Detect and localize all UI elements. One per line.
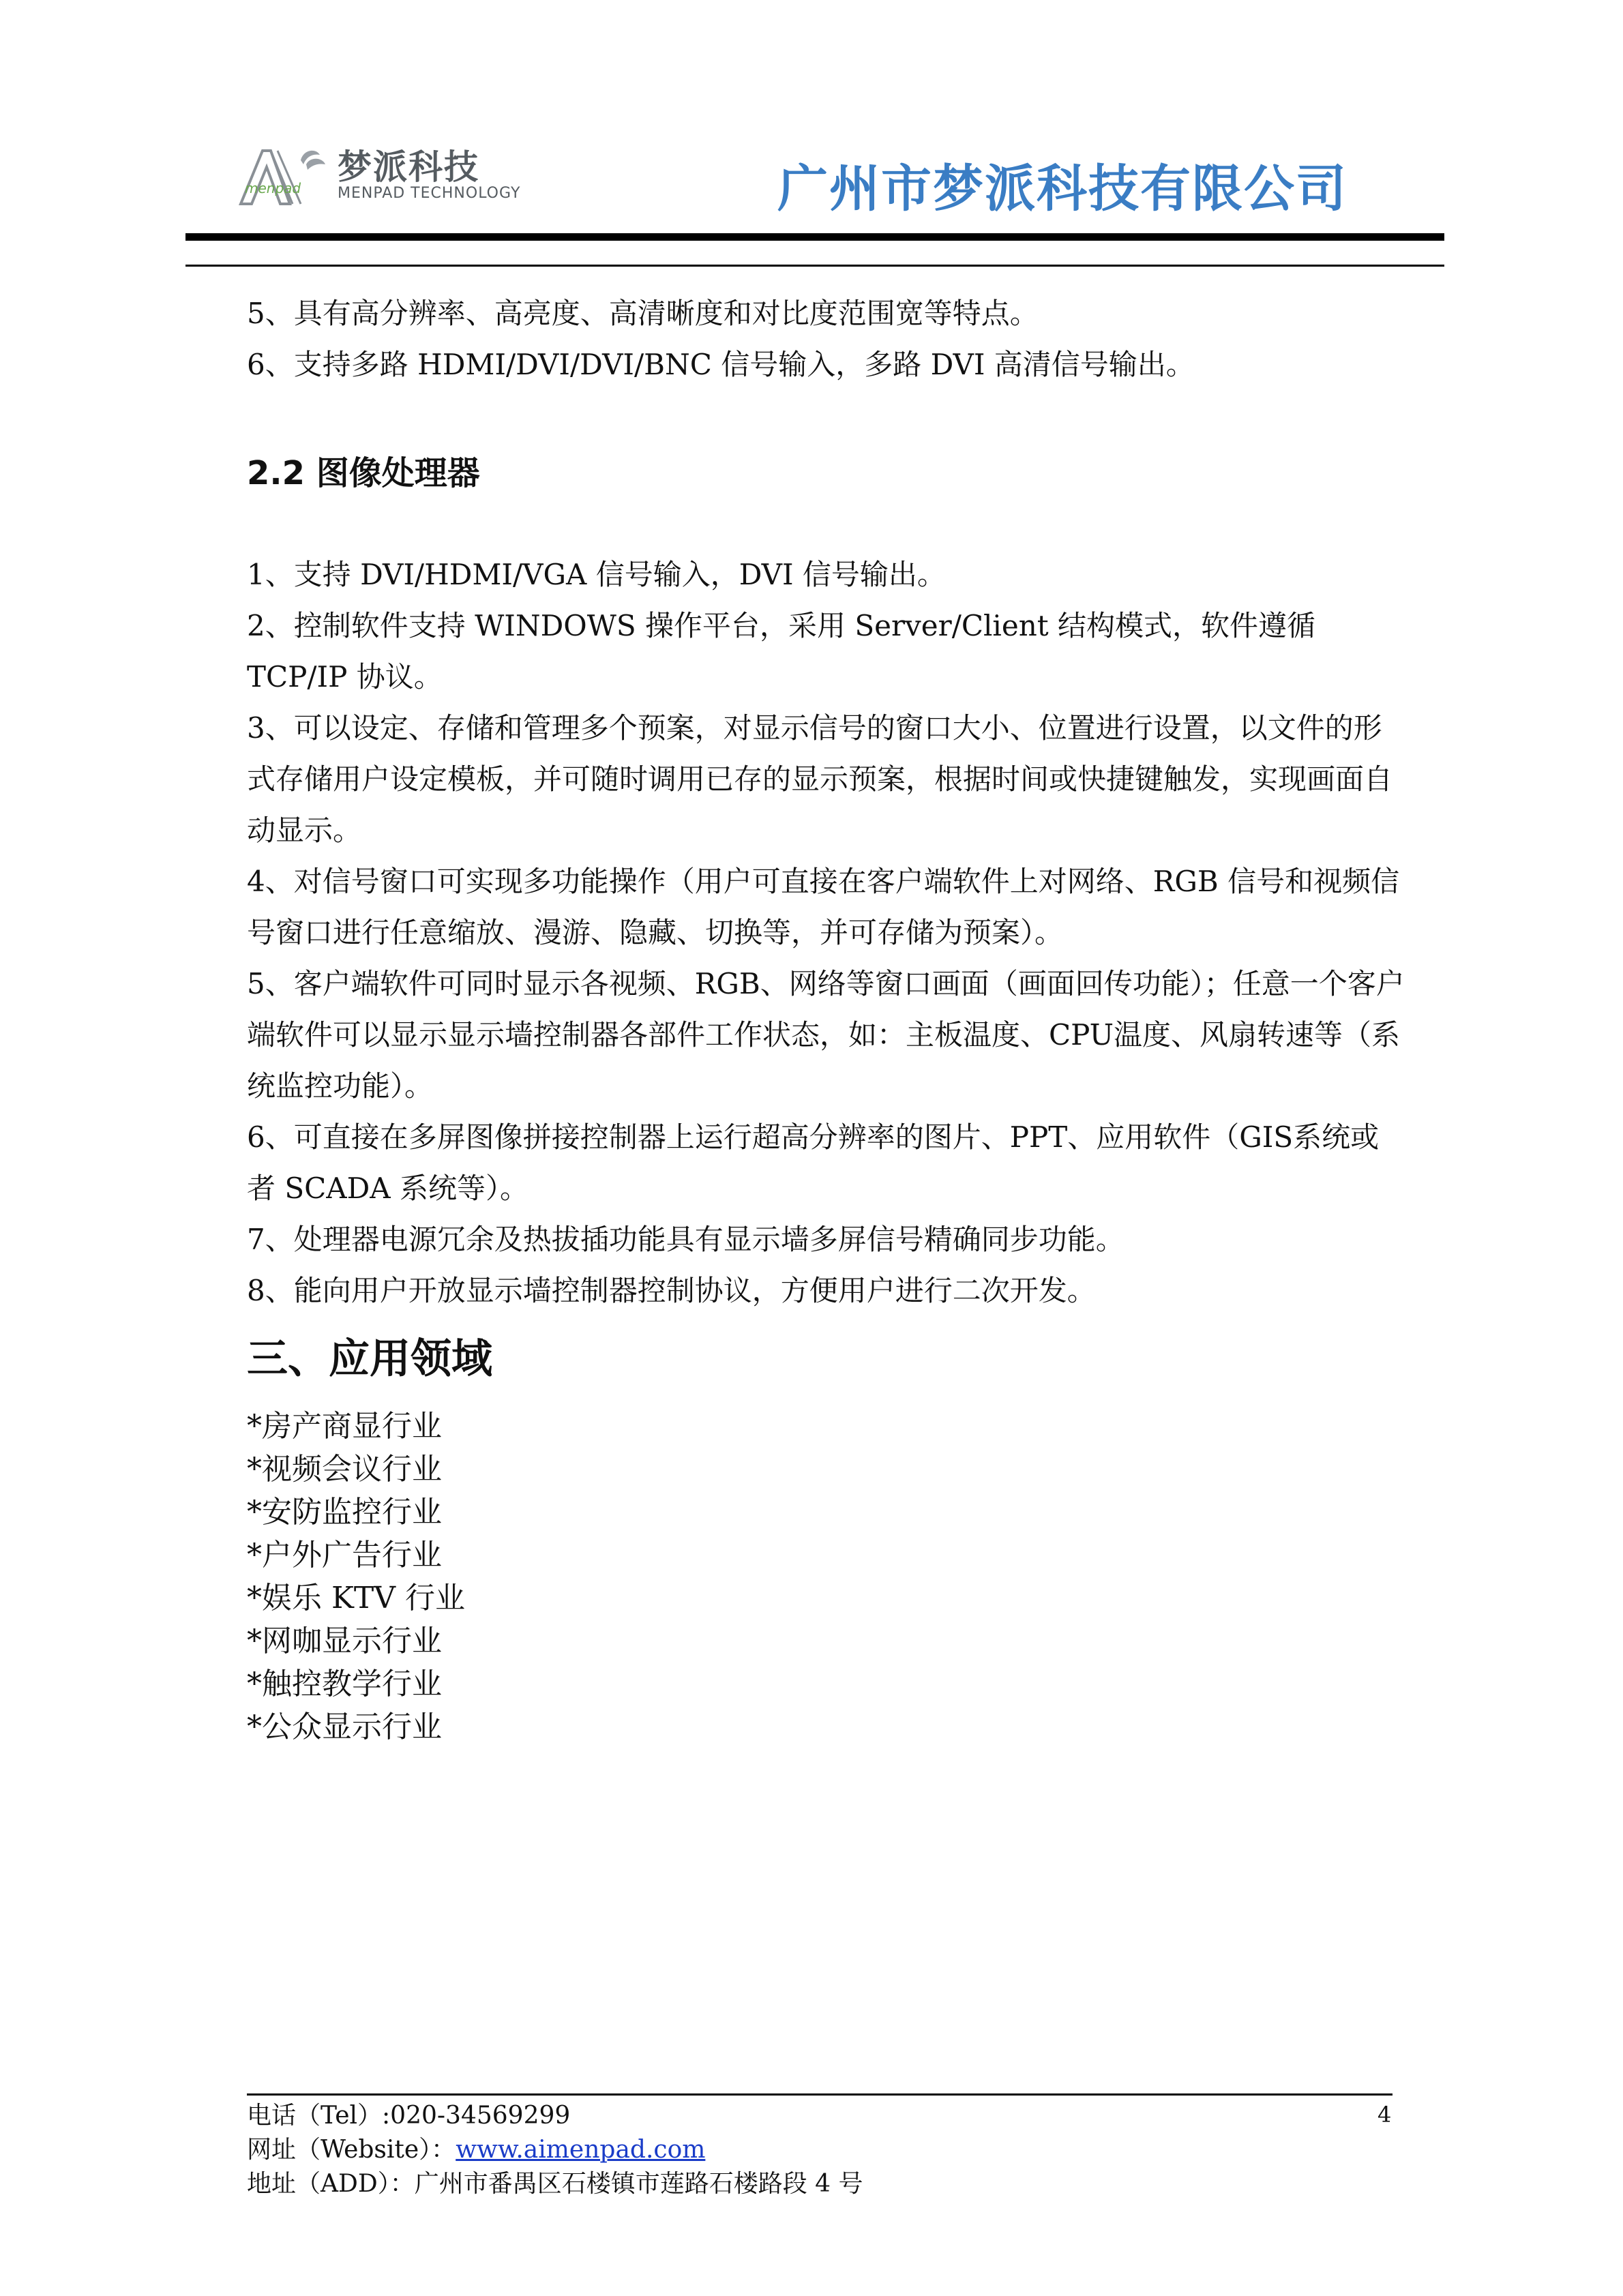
list-item: 6、可直接在多屏图像拼接控制器上运行超高分辨率的图片、PPT、应用软件（GIS系统或者 SCADA 系统等）。 (247, 1120, 1380, 1205)
list-item: *网咖显示行业 (247, 1624, 442, 1658)
logo-mark-icon (235, 144, 331, 207)
list-item: *安防监控行业 (247, 1495, 442, 1530)
company-logo (235, 140, 522, 208)
list-item: *房产商显行业 (247, 1409, 442, 1444)
list-item: 1、支持 DVI/HDMI/VGA 信号输入，DVI 信号输出。 (247, 558, 946, 591)
list-item: *公众显示行业 (247, 1710, 442, 1744)
list-item: 5、具有高分辨率、高亮度、高清晰度和对比度范围宽等特点。 (247, 297, 1039, 330)
list-item: *触控教学行业 (247, 1667, 442, 1701)
section-heading-3: 三、应用领域 (247, 1335, 492, 1383)
list-item: 3、可以设定、存储和管理多个预案，对显示信号的窗口大小、位置进行设置，以文件的形式存储用户设定模板，并可随时调用已存的显示预案，根据时间或快捷键触发，实现画面自动显示。 (247, 711, 1393, 847)
company-name: 广州市梦派科技有限公司 (777, 160, 1347, 218)
footer-website-label: 网址（Website）： (247, 2136, 456, 2164)
logo-text-cn: 梦派科技 (338, 147, 479, 187)
list-item: 8、能向用户开放显示墙控制器控制协议，方便用户进行二次开发。 (247, 1274, 1096, 1307)
section-heading-2-2: 2.2 图像处理器 (247, 454, 480, 492)
page-number: 4 (1378, 2102, 1392, 2128)
list-item: *娱乐 KTV 行业 (247, 1581, 465, 1615)
list-item: 5、客户端软件可同时显示各视频、RGB、网络等窗口画面（画面回传功能）；任意一个客户端软件可以显示显示墙控制器各部件工作状态，如：主板温度、CPU温度、风扇转速等（系统监控功能）。 (247, 967, 1405, 1103)
footer-address: 地址（ADD）：广州市番禺区石楼镇市莲路石楼路段 4 号 (247, 2170, 863, 2198)
footer-rule (247, 2093, 1393, 2096)
list-item: 7、处理器电源冗余及热拔插功能具有显示墙多屏信号精确同步功能。 (247, 1223, 1125, 1256)
header-rule-thin (185, 265, 1444, 267)
list-item: *户外广告行业 (247, 1538, 442, 1572)
footer-website (247, 2133, 705, 2167)
logo-text-en: MENPAD TECHNOLOGY (338, 185, 521, 202)
footer-tel: 电话（Tel）:020-34569299 (247, 2102, 571, 2130)
svg-text:menpad: menpad (245, 180, 301, 196)
website-link[interactable]: www.aimenpad.com (456, 2136, 706, 2164)
list-item: *视频会议行业 (247, 1452, 442, 1487)
list-item: 4、对信号窗口可实现多功能操作（用户可直接在客户端软件上对网络、RGB 信号和视频信号窗口进行任意缩放、漫游、隐藏、切换等，并可存储为预案）。 (247, 865, 1400, 949)
list-item: 2、控制软件支持 WINDOWS 操作平台，采用 Server/Client 结构模式，软件遵循TCP/IP 协议。 (247, 609, 1315, 694)
header-rule-thick (185, 233, 1444, 241)
list-item: 6、支持多路 HDMI/DVI/DVI/BNC 信号输入，多路 DVI 高清信号输出。 (247, 348, 1195, 381)
